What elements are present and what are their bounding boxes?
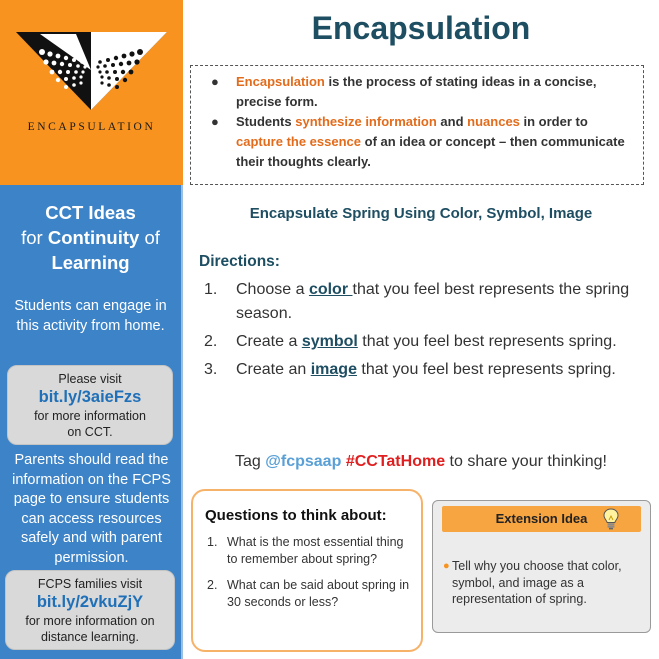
- extension-item: [443, 558, 643, 608]
- cct-heading-for: for: [21, 227, 43, 248]
- direction-item: [199, 358, 649, 382]
- direction-text: that you feel best represents spring.: [357, 333, 617, 350]
- definition-text: Students: [236, 114, 296, 129]
- definition-highlight: synthesize information: [295, 114, 437, 129]
- tag-text: Tag: [235, 453, 266, 470]
- cct-heading-line3: Learning: [51, 252, 130, 273]
- direction-text: that you feel best represents spring.: [356, 361, 616, 378]
- fcps-line3: for more information on: [25, 614, 155, 628]
- twitter-handle[interactable]: @fcpsaap: [265, 453, 342, 470]
- questions-heading: Questions to think about:: [205, 507, 387, 524]
- hashtag[interactable]: #CCTatHome: [345, 453, 446, 470]
- extension-heading-bar: [442, 506, 641, 532]
- definition-box: [190, 65, 644, 185]
- fcps-line4: distance learning.: [41, 630, 139, 644]
- direction-keyword: color: [308, 281, 353, 298]
- logo-panel: [0, 0, 183, 185]
- page-title: Encapsulation: [311, 10, 531, 46]
- directions-label: Directions:: [199, 253, 280, 270]
- visit-line4: on CCT.: [67, 425, 113, 439]
- question-number: 1.: [207, 535, 218, 549]
- encapsulation-logo-icon: [12, 30, 171, 110]
- direction-item: [199, 330, 649, 354]
- direction-text: Choose a: [236, 281, 309, 298]
- bullet-dot: ●: [443, 560, 450, 572]
- extension-text: Tell why you choose that color, symbol, and image as a representation of spring.: [452, 559, 622, 606]
- direction-keyword: symbol: [301, 333, 358, 350]
- engage-text: Students can engage in this activity from home.: [14, 298, 167, 334]
- definition-text: in order to: [519, 114, 588, 129]
- sidebar: [0, 0, 183, 659]
- cct-link[interactable]: bit.ly/3aieFzs: [38, 388, 142, 406]
- fcps-line1: FCPS families visit: [37, 577, 143, 591]
- direction-number: 3.: [204, 361, 218, 378]
- direction-text: Create an: [236, 361, 311, 378]
- question-number: 2.: [207, 578, 218, 592]
- direction-number: 1.: [204, 281, 218, 298]
- definition-text: and: [436, 114, 468, 129]
- parents-text: Parents should read the information on the FCPS page to ensure students can access resources safely and with parent permission.: [12, 452, 171, 566]
- fcps-link-box: [5, 570, 175, 650]
- definition-highlight: nuances: [467, 114, 520, 129]
- direction-item: [199, 278, 649, 326]
- question-item: [205, 534, 411, 568]
- direction-text: that you feel best represents the spring season.: [236, 281, 630, 322]
- cct-link-box: [7, 365, 173, 445]
- definition-highlight: capture the essence: [236, 134, 362, 149]
- extension-box: [432, 500, 651, 633]
- cct-heading-line1: CCT Ideas: [45, 202, 136, 223]
- directions-list: [199, 278, 649, 386]
- visit-line3: for more information: [34, 409, 146, 423]
- direction-keyword: image: [310, 361, 357, 378]
- question-text: What is the most essential thing to remember about spring?: [227, 535, 404, 566]
- extension-heading: Extension Idea: [495, 511, 588, 526]
- activity-subheading: Encapsulate Spring Using Color, Symbol, Image: [249, 205, 593, 222]
- definition-bullet: ● Students synthesize information and nuances in order to capture the essence of an idea or concept – then communicate their thoughts clearly.: [211, 114, 625, 169]
- question-item: [205, 577, 411, 611]
- definition-bullet: ● Encapsulation is the process of stating ideas in a concise, precise form.: [211, 74, 597, 109]
- definition-term: Encapsulation: [236, 74, 325, 89]
- questions-box: [191, 489, 423, 652]
- direction-number: 2.: [204, 333, 218, 350]
- cct-heading-continuity: Continuity: [47, 227, 140, 248]
- question-text: What can be said about spring in 30 seconds or less?: [227, 578, 410, 609]
- definition-text: is the process of stating ideas in a concise, precise form.: [236, 74, 597, 109]
- direction-text: Create a: [236, 333, 302, 350]
- definition-text: of an idea or concept – then communicate their thoughts clearly.: [236, 134, 625, 169]
- cct-heading-of: of: [144, 227, 160, 248]
- lightbulb-icon: [603, 508, 619, 530]
- tag-text: to share your thinking!: [445, 453, 607, 470]
- fcps-link[interactable]: bit.ly/2vkuZjY: [36, 593, 144, 611]
- logo-wordmark: ENCAPSULATION: [27, 121, 156, 133]
- visit-line1: Please visit: [58, 372, 122, 386]
- cct-heading: [0, 200, 181, 275]
- tag-line: [183, 453, 659, 471]
